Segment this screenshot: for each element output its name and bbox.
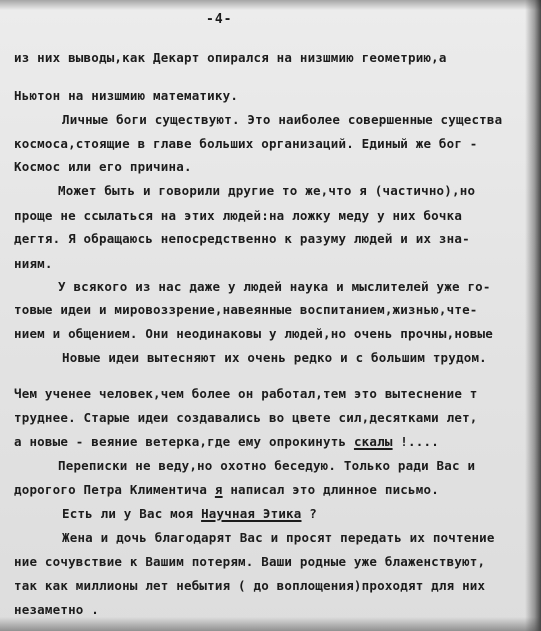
text-line-9: ниям. (14, 256, 53, 271)
text-line-19-post: ? (301, 506, 317, 521)
text-line-13: Новые идеи вытесняют их очень редко и с большим трудом. (62, 350, 487, 365)
text-line-7: проще не ссылаться на этих людей:на ложку меду у них бочка (14, 208, 463, 223)
text-line-14: Чем ученее человек,чем более он работал,тем это вытеснение т (14, 386, 478, 401)
text-line-23: незаметно . (14, 602, 99, 617)
text-line-3: Личные боги существуют. Это наиболее совершенные существа (62, 112, 503, 127)
underlined-scientific-ethics: Научная Этика (201, 506, 302, 521)
text-line-17: Переписки не веду,но охотно беседую. Только ради Вас и (58, 458, 476, 473)
text-line-21: ние сочувствие к Вашим потерям. Ваши родные уже блаженствуют, (14, 554, 486, 569)
page-number: -4- (206, 12, 233, 27)
text-line-16-pre: а новые - веяние ветерка,где ему опрокинуть (14, 434, 354, 449)
underlined-i: я (214, 482, 223, 497)
text-line-18-pre: дорогого Петра Климентича (14, 482, 215, 497)
text-line-15: труднее. Старые идеи создавались во цвете сил,десятками лет, (14, 410, 478, 425)
text-line-1: из них выводы,как Декарт опирался на низшмию геометрию,а (14, 50, 447, 65)
page-top-shadow (0, 0, 541, 10)
text-line-4: космоса,стоящие в главе больших организаций. Единый же бог - (14, 136, 478, 151)
text-line-18 (14, 482, 439, 498)
text-line-16 (14, 434, 439, 450)
text-line-19-pre: Есть ли у Вас моя (62, 506, 202, 521)
text-line-18-post: написал это длинное письмо. (222, 482, 439, 497)
page-right-shadow (525, 0, 541, 631)
underlined-rocks: скалы (353, 434, 393, 449)
text-line-22: так как миллионы лет небытия ( до воплощения)проходят для них (14, 578, 486, 593)
text-line-6: Может быть и говорили другие то же,что я (частично),но (58, 183, 476, 198)
text-line-10: У всякого из нас даже у людей наука и мыслителей уже го- (58, 279, 491, 294)
text-line-20: Жена и дочь благодарят Вас и просят передать их почтение (62, 530, 495, 545)
text-line-16-post: !.... (392, 434, 439, 449)
text-line-12: нием и общением. Они неодинаковы у людей,но очень прочны,новые (14, 326, 493, 341)
page-bottom-shadow (0, 617, 541, 631)
text-line-11: товые идеи и мировоззрение,навеянные воспитанием,жизнью,чте- (14, 302, 478, 317)
text-line-19 (62, 506, 317, 522)
text-line-5: Космос или его причина. (14, 159, 192, 174)
text-line-2: Ньютон на низшмию математику. (14, 88, 239, 103)
text-line-8: дегтя. Я обращаюсь непосредственно к разуму людей и их зна- (14, 231, 470, 246)
